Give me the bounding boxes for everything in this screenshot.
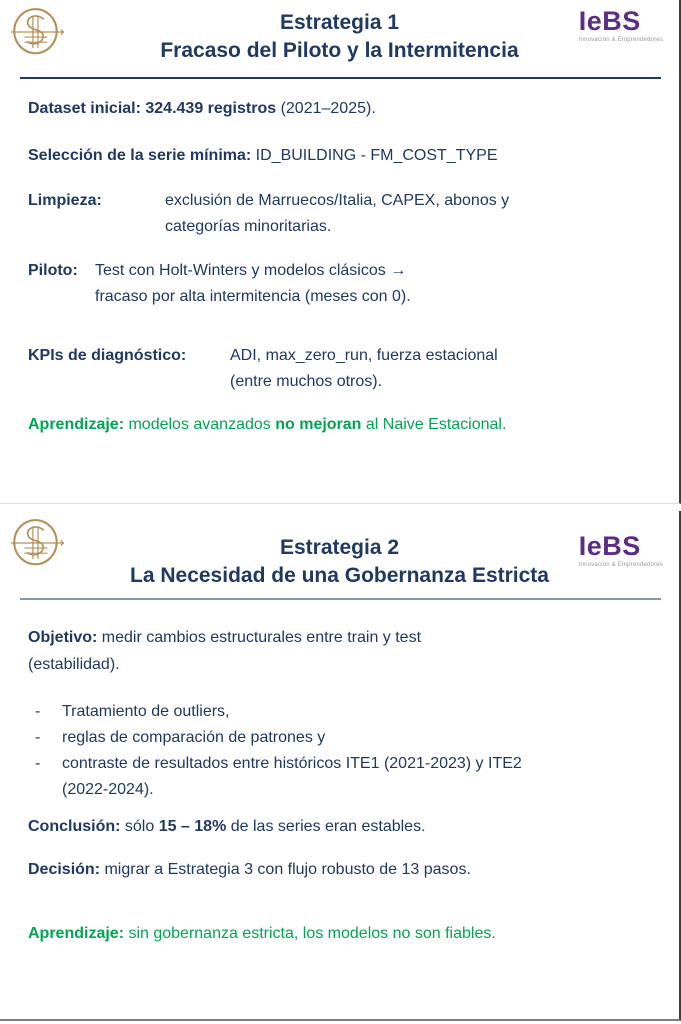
- piloto-text-line2: fracaso por alta intermitencia (meses con 0).: [95, 288, 411, 305]
- aprendizaje-label: Aprendizaje:: [28, 925, 125, 942]
- bullet-text: contraste de resultados entre históricos ITE1 (2021-2023) y ITE2: [62, 755, 522, 772]
- conclusion-emphasis: 15 – 18%: [158, 818, 227, 835]
- iebs-logo: [579, 533, 663, 568]
- decision-line: [28, 857, 471, 883]
- iebs-logo-text: IeBS: [578, 6, 641, 36]
- kpis-text-line2: (entre muchos otros).: [230, 373, 383, 390]
- piloto-text-line1: Test con Holt-Winters y modelos clásicos →: [95, 262, 407, 279]
- limpieza-text-line1: exclusión de Marruecos/Italia, CAPEX, abonos y: [165, 192, 510, 209]
- slide1-title-line1: Estrategia 1: [279, 11, 400, 34]
- bullet-item: [35, 725, 522, 751]
- seleccion-line: [28, 143, 497, 169]
- seleccion-label: Selección de la serie mínima:: [28, 147, 252, 164]
- kpis-label: KPIs de diagnóstico:: [28, 347, 187, 364]
- objetivo-rest: medir cambios estructurales entre train y test: [97, 629, 422, 646]
- conclusion-end: de las series eran estables.: [226, 818, 426, 835]
- objetivo-line: [28, 625, 421, 651]
- header-divider: [20, 598, 661, 600]
- dataset-line: [28, 96, 376, 122]
- decision-rest: migrar a Estrategia 3 con flujo robusto de 13 pasos.: [100, 861, 471, 878]
- limpieza-label: Limpieza:: [28, 192, 102, 209]
- iebs-logo-text: IeBS: [578, 531, 641, 561]
- bullet-item-continuation: (2022-2024).: [62, 781, 154, 798]
- dataset-rest: (2021–2025).: [276, 100, 376, 117]
- aprendizaje-emphasis: no mejoran: [275, 416, 362, 433]
- aprendizaje-mid: modelos avanzados: [124, 416, 276, 433]
- aprendizaje-rest: sin gobernanza estricta, los modelos no son fiables.: [124, 925, 496, 942]
- conclusion-label: Conclusión:: [28, 818, 121, 835]
- conclusion-mid: sólo: [120, 818, 159, 835]
- bullet-item: [35, 751, 522, 777]
- header-divider: [20, 77, 661, 79]
- objetivo-line2: (estabilidad).: [28, 656, 120, 673]
- decision-label: Decisión:: [28, 861, 101, 878]
- conclusion-line: [28, 814, 426, 840]
- aprendizaje-line: [28, 412, 506, 438]
- slide-page-2: [0, 511, 681, 1021]
- dataset-label: Dataset inicial: 324.439 registros: [28, 100, 277, 117]
- kpis-text-line1: ADI, max_zero_run, fuerza estacional: [230, 347, 498, 364]
- iebs-logo-tagline: Innovación & Emprendedores: [578, 562, 663, 568]
- piloto-label: Piloto:: [28, 262, 78, 279]
- iebs-logo-tagline: Innovación & Emprendedores: [578, 37, 663, 43]
- aprendizaje-label: Aprendizaje:: [28, 416, 125, 433]
- limpieza-text: [165, 188, 509, 240]
- bullet-text: reglas de comparación de patrones y: [62, 729, 326, 746]
- bullet-list: [35, 699, 522, 803]
- slide1-title-line2: Fracaso del Piloto y la Intermitencia: [160, 39, 519, 62]
- bullet-item: [35, 699, 522, 725]
- aprendizaje-end: al Naive Estacional.: [361, 416, 507, 433]
- seleccion-value: ID_BUILDING - FM_COST_TYPE: [251, 147, 498, 164]
- bullet-text: Tratamiento de outliers,: [62, 703, 230, 720]
- aprendizaje-line: [28, 921, 496, 947]
- iebs-logo: [579, 8, 663, 43]
- bullet-marker: -: [35, 755, 41, 772]
- piloto-text: [95, 258, 411, 310]
- slide2-title-line2: La Necesidad de una Gobernanza Estricta: [130, 564, 549, 587]
- slide2-title-line1: Estrategia 2: [279, 536, 400, 559]
- slide-page-1: [0, 0, 681, 504]
- bullet-marker: -: [35, 729, 41, 746]
- limpieza-text-line2: categorías minoritarias.: [165, 218, 332, 235]
- kpis-text: [230, 343, 498, 395]
- bullet-marker: -: [35, 703, 41, 720]
- objetivo-label: Objetivo:: [28, 629, 98, 646]
